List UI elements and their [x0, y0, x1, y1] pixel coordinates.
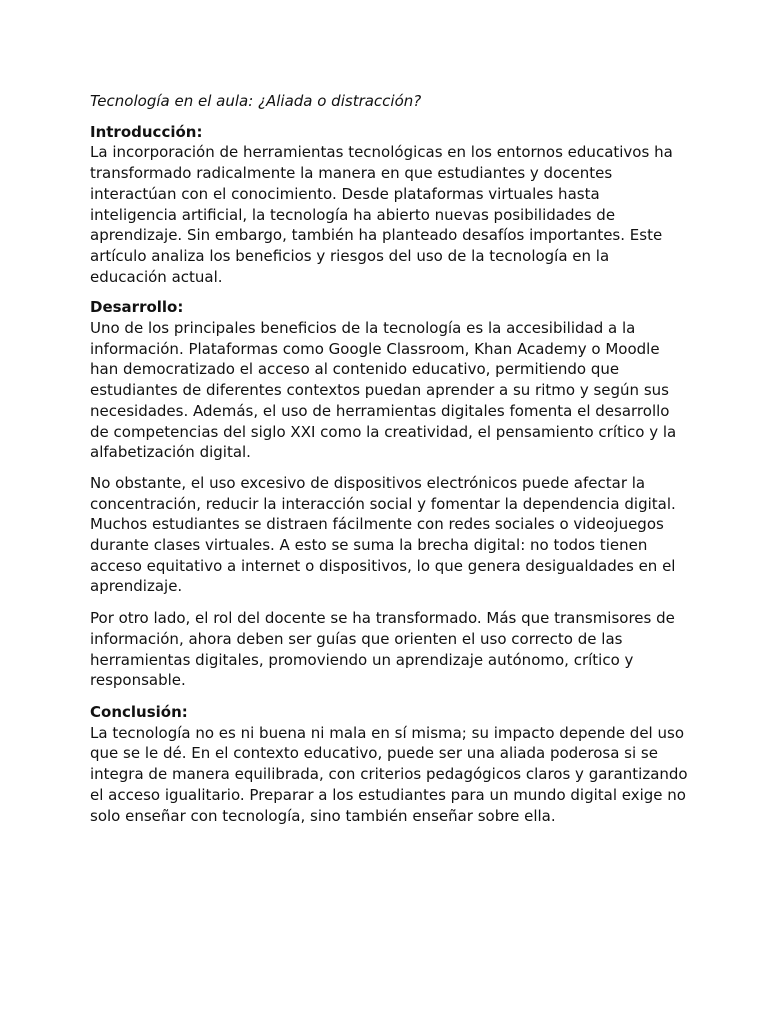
section-introduction: [90, 122, 690, 288]
section-conclusion: [90, 702, 690, 826]
section-development: [90, 297, 690, 463]
section-heading-development: Desarrollo:: [90, 298, 184, 317]
paragraph: No obstante, el uso excesivo de dispositivos electrónicos puede afectar la concentración, reducir la interacción social y fomentar la dependencia digital. Muchos estudiantes se distraen fácilmente con redes sociales o videojuegos durante clases virtuales. A esto se suma la brecha digital: no todos tienen acceso equitativo a internet o dispositivos, lo que genera desigualdades en el aprendizaje.: [90, 473, 676, 596]
paragraph: Uno de los principales beneficios de la tecnología es la accesibilidad a la información. Plataformas como Google Classroom, Khan Academy o Moodle han democratizado el acceso al contenido educativo, permitiendo que estudiantes de diferentes contextos puedan aprender a su ritmo y según sus necesidades. Además, el uso de herramientas digitales fomenta el desarrollo de competencias del siglo XXI como la creatividad, el pensamiento crítico y la alfabetización digital.: [90, 319, 677, 462]
paragraph: Por otro lado, el rol del docente se ha transformado. Más que transmisores de información, ahora deben ser guías que orienten el uso correcto de las herramientas digitales, promoviendo un aprendizaje autónomo, crítico y responsable.: [90, 609, 675, 690]
document-page: [90, 91, 690, 836]
paragraph: La tecnología no es ni buena ni mala en sí misma; su impacto depende del uso que se le dé. En el contexto educativo, puede ser una aliada poderosa si se integra de manera equilibrada, con criterios pedagógicos claros y garantizando el acceso igualitario. Preparar a los estudiantes para un mundo digital exige no solo enseñar con tecnología, sino también enseñar sobre ella.: [90, 723, 688, 825]
paragraph: La incorporación de herramientas tecnológicas en los entornos educativos ha transformado radicalmente la manera en que estudiantes y docentes interactúan con el conocimiento. Desde plataformas virtuales hasta inteligencia artificial, la tecnología ha abierto nuevas posibilidades de aprendizaje. Sin embargo, también ha planteado desafíos importantes. Este artículo analiza los beneficios y riesgos del uso de la tecnología en la educación actual.: [90, 143, 673, 286]
document-title: Tecnología en el aula: ¿Aliada o distracción?: [90, 92, 422, 110]
section-heading-introduction: Introducción:: [90, 122, 203, 141]
section-heading-conclusion: Conclusión:: [90, 702, 188, 721]
